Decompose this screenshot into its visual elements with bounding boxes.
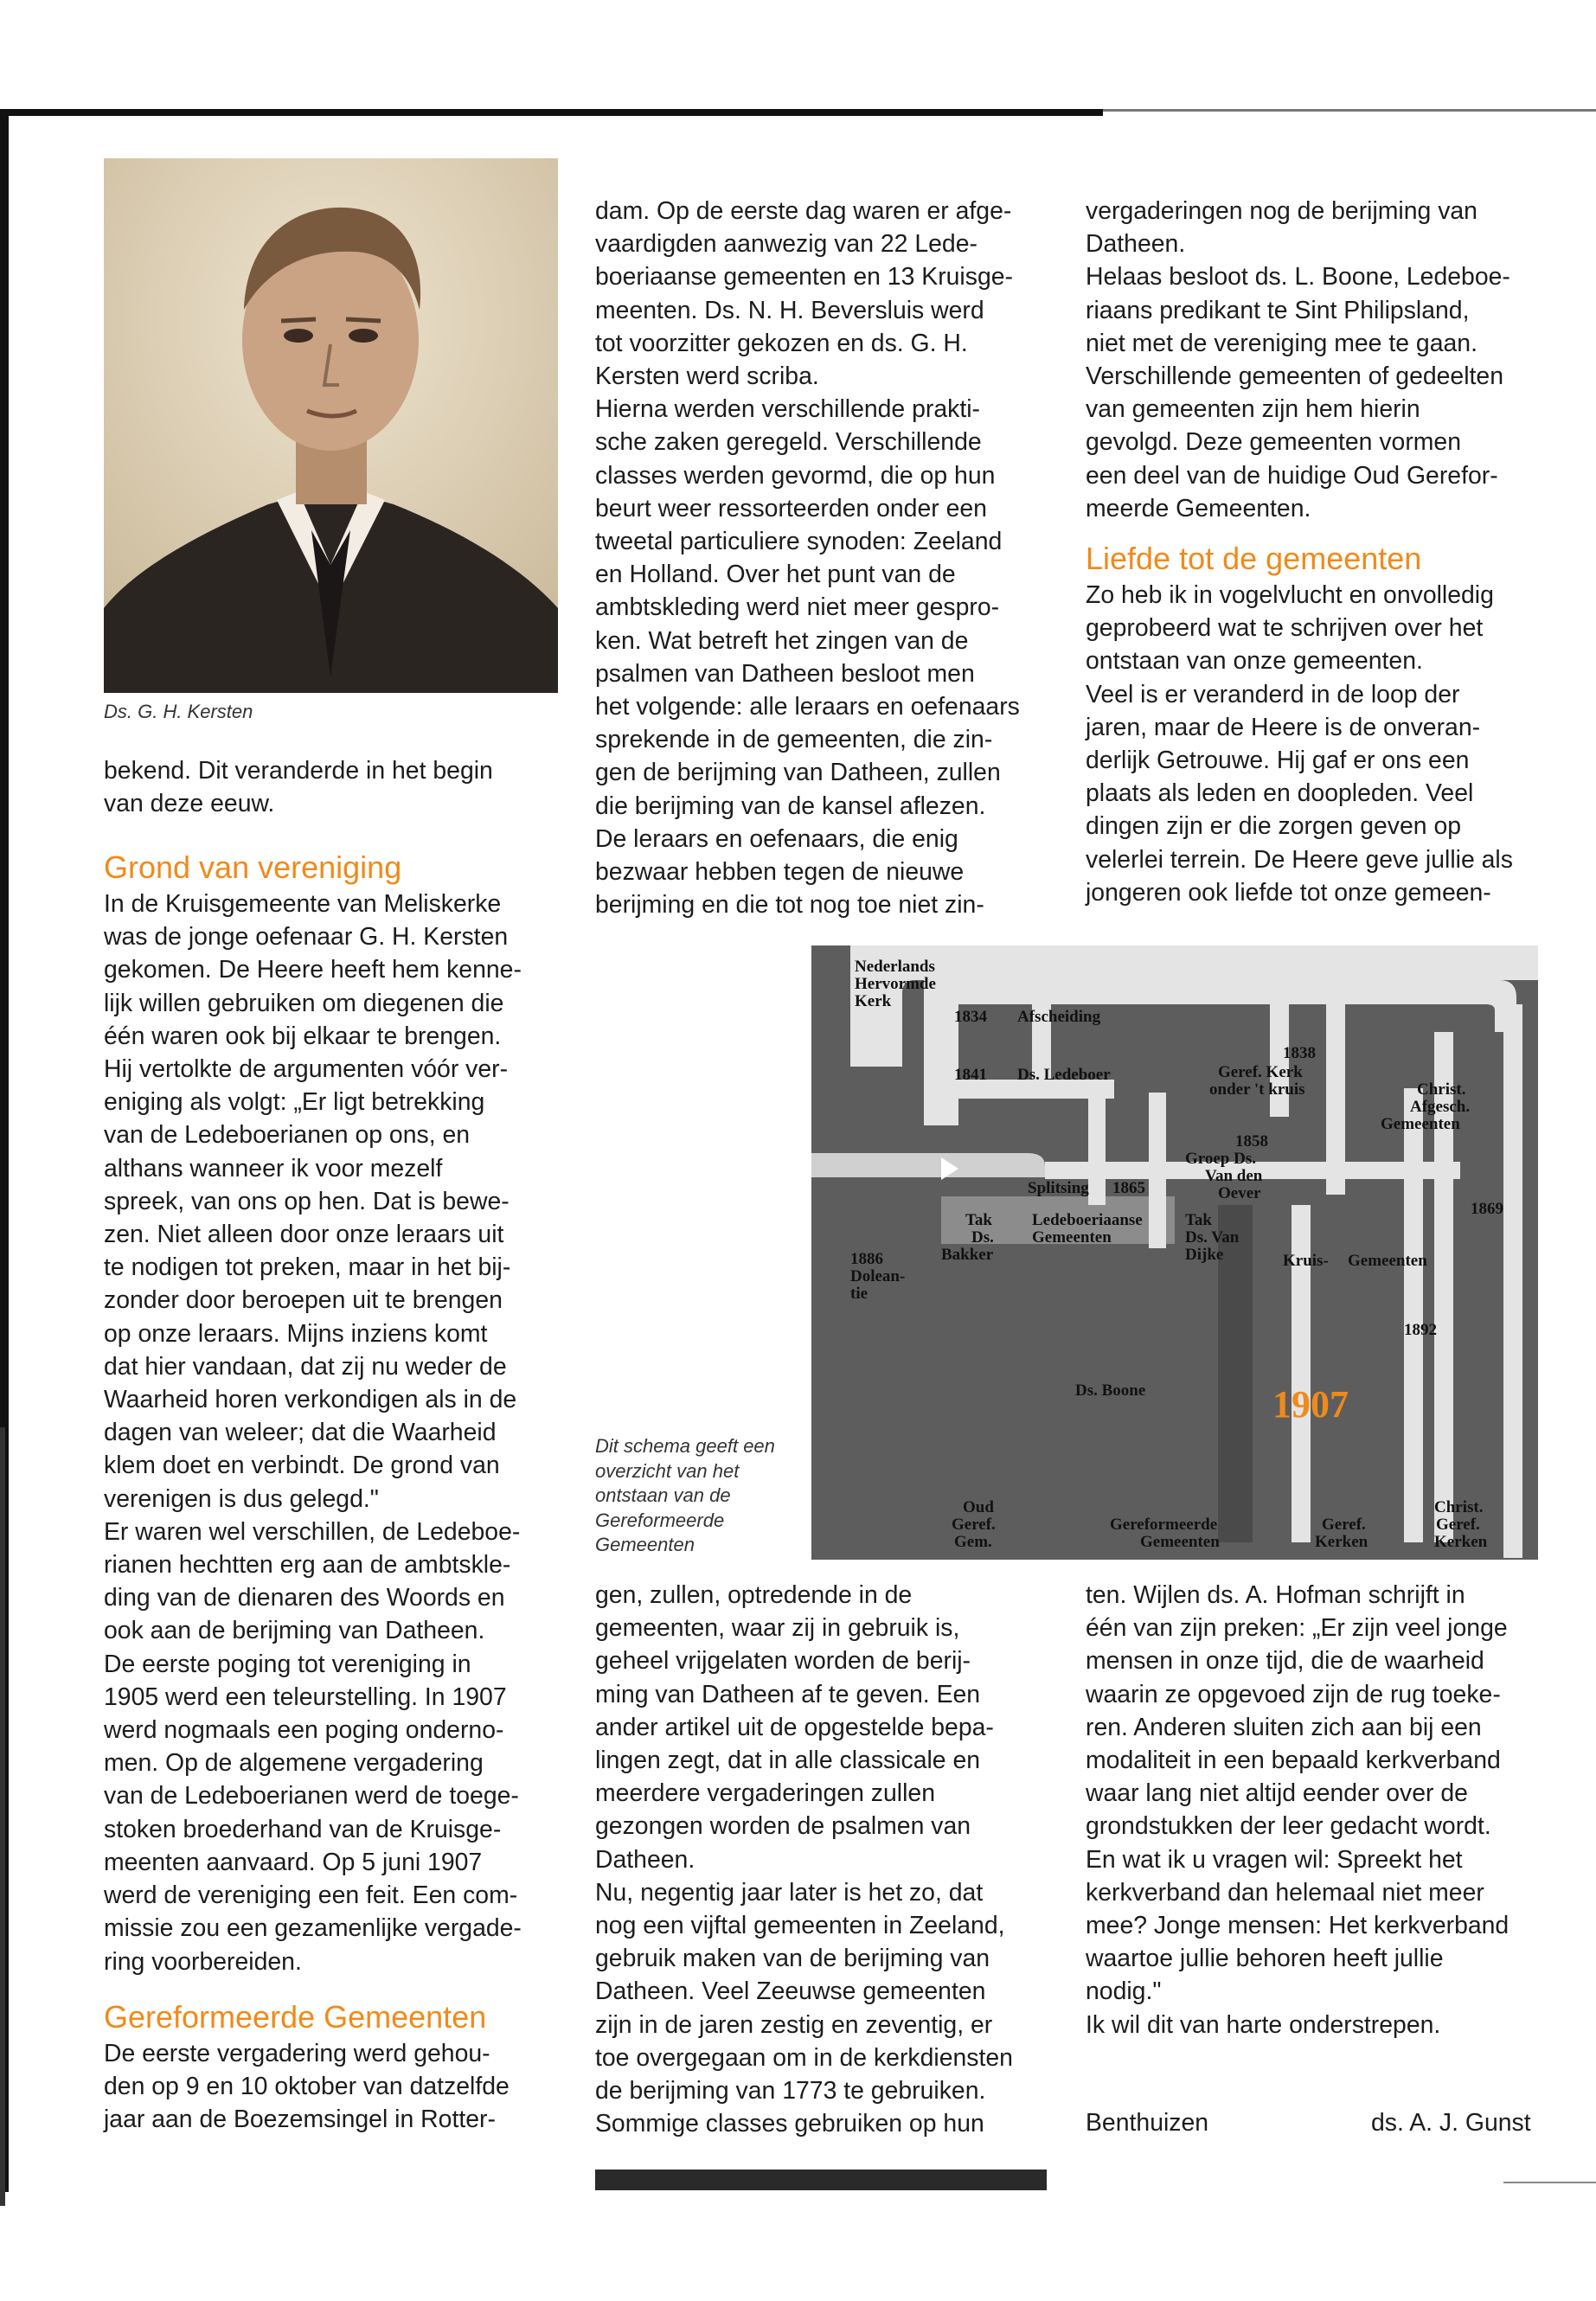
text-line: Zo heb ik in vogelvlucht en onvolledig [1086, 581, 1494, 610]
label-christ-afg-2: Afgesch. [1410, 1098, 1471, 1116]
text-line: was de jonge oefenaar G. H. Kersten [104, 923, 509, 952]
label-splitsing: Splitsing [1028, 1179, 1089, 1197]
text-line: nodig." [1086, 1977, 1162, 2006]
text-line: grondstukken der leer gedacht wordt. [1086, 1812, 1491, 1841]
text-line: dagen van weleer; dat die Waarheid [104, 1419, 497, 1447]
text-line: ook aan de berijming van Datheen. [104, 1617, 485, 1645]
text-line: gekomen. De Heere heeft hem kenne- [104, 956, 522, 984]
text-line: De eerste vergadering werd gehou- [104, 2039, 490, 2067]
text-line: tot voorzitter gekozen en ds. G. H. [595, 329, 968, 357]
text-line: geheel vrijgelaten worden de berij- [595, 1647, 971, 1676]
text-line: één waren ook bij elkaar te brengen. [104, 1022, 502, 1050]
column2-bottom [595, 1579, 1049, 2140]
text-line: dingen zijn er die zorgen geven op [1086, 812, 1462, 841]
text-line: werd de vereniging een feit. Een com- [104, 1881, 518, 1910]
text-line: van de Ledeboerianen werd de toege- [104, 1782, 519, 1811]
text-line: dam. Op de eerste dag waren er afge- [595, 197, 1012, 225]
text-line: Sommige classes gebruiken op hun [595, 2110, 984, 2138]
label-gkok-2: onder 't kruis [1209, 1080, 1305, 1099]
heading-liefde-tot-de-gemeenten: Liefde tot de gemeenten [1086, 541, 1422, 577]
label-boone: Ds. Boone [1075, 1381, 1146, 1400]
label-gkerken-2: Kerken [1315, 1533, 1368, 1551]
text-line: niet met de vereniging mee te gaan. [1086, 329, 1477, 357]
text-line: geprobeerd wat te schrijven over het [1086, 614, 1484, 643]
text-line: op onze leraars. Mijns inziens komt [104, 1319, 488, 1348]
text-line: te nodigen tot preken, maar in het bij- [104, 1253, 511, 1282]
label-christ-afg-3: Gemeenten [1381, 1115, 1460, 1133]
text-line: riaans predikant te Sint Philipsland, [1086, 296, 1470, 324]
text-line: van de Ledeboerianen op ons, en [104, 1121, 471, 1150]
text-line: plaats als leden en doopleden. Veel [1086, 779, 1474, 808]
label-cgk-2: Geref. [1436, 1516, 1480, 1534]
label-1841: 1841 [954, 1066, 987, 1084]
text-line: jongeren ook liefde tot onze gemeen- [1086, 878, 1491, 907]
column1-body [104, 848, 562, 2136]
diagram-caption [595, 1434, 803, 1558]
label-oud-3: Gem. [954, 1533, 992, 1551]
label-tak-dijke-2: Ds. Van [1185, 1228, 1240, 1247]
text-line: classes werden gevormd, die op hun [595, 461, 996, 490]
label-ledeb-gem-1: Ledeboeriaanse [1032, 1211, 1143, 1229]
text-line: berijming en die tot nog toe niet zin- [595, 891, 984, 920]
portrait-illustration [104, 158, 558, 693]
text-line: klem doet en verbindt. De grond van [104, 1452, 500, 1480]
text-line: gevolgd. Deze gemeenten vormen [1086, 428, 1462, 457]
label-ggem-1: Gereformeerde [1110, 1516, 1218, 1534]
text-line: De leraars en oefenaars, die enig [595, 824, 958, 853]
label-1869: 1869 [1471, 1200, 1503, 1218]
text-line: gen de berijming van Datheen, zullen [595, 759, 1001, 787]
label-ggem-2: Gemeenten [1140, 1533, 1220, 1551]
text-line: zen. Niet alleen door onze leraars uit [104, 1221, 504, 1249]
text-line: psalmen van Datheen besloot men [595, 659, 975, 688]
text-line: ren. Anderen sluiten zich aan bij een [1086, 1713, 1482, 1741]
top-rule-right [1103, 109, 1596, 112]
text-line: spreek, van ons op hen. Dat is bewe- [104, 1187, 510, 1215]
right-margin-mark [1503, 2182, 1596, 2183]
text-line: ding van de dienaren des Woords en [104, 1584, 505, 1612]
text-line: missie zou een gezamenlijke vergade- [104, 1914, 522, 1943]
label-cgk-1: Christ. [1434, 1498, 1484, 1516]
column3-bottom [1086, 1579, 1544, 2041]
text-line: lijk willen gebruiken om diegenen die [104, 989, 504, 1017]
text-line: kerkverband dan helemaal niet meer [1086, 1878, 1484, 1907]
text-line: één van zijn preken: „Er zijn veel jonge [1086, 1614, 1508, 1643]
text-line: rianen hechtten erg aan de ambtskle- [104, 1551, 511, 1580]
text-line: werd nogmaals een poging onderno- [104, 1716, 504, 1745]
label-kruis: Kruis- [1283, 1252, 1329, 1270]
label-ledeb-gem-2: Gemeenten [1032, 1228, 1112, 1247]
stream-dijke [1088, 1093, 1106, 1205]
text-line: zonder door beroepen uit te brengen [104, 1286, 503, 1315]
text-line: bezwaar hebben tegen de nieuwe [595, 858, 965, 887]
text-line: boeriaanse gemeenten en 13 Kruisge- [595, 263, 1013, 292]
label-tak-bakker-2: Ds. [971, 1228, 994, 1247]
text-line: sprekende in de gemeenten, die zin- [595, 726, 993, 754]
label-1858: 1858 [1235, 1132, 1268, 1150]
text-line: de berijming van 1773 te gebruiken. [595, 2077, 986, 2106]
text-line: mensen in onze tijd, die de waarheid [1086, 1647, 1484, 1676]
text-line: zijn in de jaren zestig en zeventig, er [595, 2010, 993, 2039]
heading-gereformeerde-gemeenten: Gereformeerde Gemeenten [104, 1998, 487, 2035]
diagram-background [811, 945, 1538, 1560]
label-nhk-3: Kerk [855, 992, 892, 1010]
left-edge-lower [0, 1427, 5, 2206]
label-cgk-3: Kerken [1434, 1533, 1488, 1551]
text-line: van deze eeuw. [104, 790, 275, 818]
text-line: ken. Wat betreft het zingen van de [595, 626, 969, 655]
text-line: Hierna werden verschillende prakti- [595, 395, 980, 424]
text-line: waarin ze opgevoed zijn de rug toeke- [1086, 1680, 1501, 1708]
column1-intro [104, 754, 562, 820]
label-gkok-1: Geref. Kerk [1218, 1063, 1303, 1081]
text-line: een deel van de huidige Oud Gerefor- [1086, 461, 1498, 490]
top-rule [0, 109, 1103, 116]
label-doleantie-3: tie [850, 1285, 869, 1303]
label-tak-bakker-3: Bakker [941, 1246, 994, 1264]
text-line: men. Op de algemene vergadering [104, 1749, 484, 1778]
text-line: van gemeenten zijn hem hierin [1086, 395, 1420, 424]
label-doleantie-1: 1886 [850, 1250, 883, 1268]
stream-ledeboer-left [924, 1004, 958, 1125]
label-groep-1: Groep Ds. [1185, 1150, 1256, 1168]
text-line: den op 9 en 10 oktober van datzelfde [104, 2072, 510, 2100]
signature-place: Benthuizen [1086, 2109, 1209, 2137]
text-line: Waarheid horen verkondigen als in de [104, 1386, 517, 1414]
column2-top [595, 195, 1049, 921]
text-line: modaliteit in een bepaald kerkverband [1086, 1747, 1501, 1775]
text-line: vergaderingen nog de berijming van [1086, 197, 1477, 225]
text-line: Hij vertolkte de argumenten vóór ver- [104, 1055, 509, 1084]
text-line: Datheen. [595, 1845, 695, 1874]
label-doleantie-2: Dolean- [850, 1267, 906, 1285]
portrait-photo [104, 158, 558, 693]
photo-caption: Ds. G. H. Kersten [104, 701, 253, 722]
diagram-svg [811, 945, 1538, 1560]
text-line: ontstaan van onze gemeenten. [1086, 647, 1423, 676]
text-line: Ik wil dit van harte onderstrepen. [1086, 2010, 1441, 2039]
text-line: Datheen. [1086, 230, 1186, 259]
label-1865: 1865 [1112, 1179, 1145, 1197]
text-line: ten. Wijlen ds. A. Hofman schrijft in [1086, 1581, 1465, 1609]
column3-top [1086, 195, 1544, 909]
text-line: jaar aan de Boezemsingel in Rotter- [104, 2106, 496, 2134]
text-line: Helaas besloot ds. L. Boone, Ledeboe- [1086, 263, 1510, 292]
label-tak-bakker-1: Tak [965, 1211, 992, 1229]
text-line: meerde Gemeenten. [1086, 494, 1311, 522]
text-line: gemeenten, waar zij in gebruik is, [595, 1614, 960, 1643]
caption-line: Gemeenten [595, 1534, 695, 1555]
label-nhk-2: Hervormde [855, 975, 936, 993]
text-line: 1905 werd een teleurstelling. In 1907 [104, 1682, 507, 1711]
text-line: meenten aanvaard. Op 5 juni 1907 [104, 1848, 483, 1876]
text-line: Veel is er veranderd in de loop der [1086, 680, 1460, 708]
label-groep-3: Oever [1218, 1184, 1261, 1202]
label-gkerken-1: Geref. [1322, 1516, 1366, 1534]
text-line: gezongen worden de psalmen van [595, 1812, 971, 1841]
text-line: vaardigden aanwezig van 22 Lede- [595, 230, 977, 259]
text-line: beurt weer ressorteerden onder een [595, 494, 987, 522]
text-line: toe overgegaan om in de kerkdiensten [595, 2043, 1013, 2072]
text-line: ander artikel uit de opgestelde bepa- [595, 1713, 994, 1741]
text-line: Er waren wel verschillen, de Ledeboe- [104, 1517, 521, 1546]
label-tak-dijke-1: Tak [1185, 1211, 1212, 1229]
label-oud-2: Geref. [952, 1516, 996, 1534]
text-line: ring voorbereiden. [104, 1947, 302, 1976]
text-line: dat hier vandaan, dat zij nu weder de [104, 1352, 507, 1381]
label-1838: 1838 [1283, 1044, 1316, 1062]
band-doleantie [811, 1153, 1045, 1177]
text-line: lingen zegt, dat in alle classicale en [595, 1747, 981, 1775]
label-nhk-1: Nederlands [855, 958, 935, 976]
bottom-rule [595, 2170, 1047, 2190]
text-line: althans wanneer ik voor mezelf [104, 1154, 443, 1183]
label-ledeboer: Ds. Ledeboer [1017, 1066, 1111, 1084]
label-tak-dijke-3: Dijke [1185, 1246, 1224, 1264]
text-line: die berijming van de kansel aflezen. [595, 792, 986, 820]
text-line: Nu, negentig jaar later is het zo, dat [595, 1878, 984, 1907]
label-gemeenten: Gemeenten [1348, 1252, 1427, 1270]
text-line: nog een vijftal gemeenten in Zeeland, [595, 1912, 1005, 1940]
text-line: tweetal particuliere synoden: Zeeland [595, 528, 1003, 556]
label-christ-afg-1: Christ. [1417, 1080, 1466, 1099]
text-line: jaren, maar de Heere is de onveran- [1086, 713, 1481, 741]
text-line: het volgende: alle leraars en oefenaars [595, 693, 1020, 721]
text-line: bekend. Dit veranderde in het begin [104, 757, 493, 785]
church-history-diagram [811, 945, 1538, 1560]
label-1834: 1834 [954, 1008, 987, 1026]
label-oud-1: Oud [963, 1498, 994, 1516]
text-line: velerlei terrein. De Heere geve jullie als [1086, 845, 1513, 874]
signature-author: ds. A. J. Gunst [1371, 2109, 1531, 2137]
text-line: Kersten werd scriba. [595, 362, 819, 391]
text-line: meerdere vergaderingen zullen [595, 1779, 935, 1808]
text-line: Verschillende gemeenten of gedeelten [1086, 362, 1504, 391]
text-line: mee? Jonge mensen: Het kerkverband [1086, 1912, 1509, 1940]
caption-line: ontstaan van de [595, 1484, 731, 1506]
text-line: ambtskleding werd niet meer gespro- [595, 593, 1000, 622]
caption-line: Dit schema geeft een [595, 1435, 775, 1457]
text-line: In de Kruisgemeente van Meliskerke [104, 890, 502, 918]
label-1892: 1892 [1404, 1321, 1437, 1339]
text-line: gebruik maken van de berijming van [595, 1945, 990, 1973]
heading-grond-van-vereniging: Grond van vereniging [104, 849, 402, 885]
text-line: De eerste poging tot vereniging in [104, 1650, 471, 1678]
text-line: meenten. Ds. N. H. Beversluis werd [595, 296, 984, 324]
text-line: verenigen is dus gelegd." [104, 1484, 379, 1513]
label-afscheiding: Afscheiding [1017, 1008, 1101, 1026]
text-line: sche zaken geregeld. Verschillende [595, 428, 982, 457]
label-groep-2: Van den [1205, 1167, 1263, 1185]
caption-line: Gereformeerde [595, 1509, 725, 1531]
text-line: derlijk Getrouwe. Hij gaf er ons een [1086, 747, 1470, 775]
text-line: en Holland. Over het punt van de [595, 561, 956, 589]
text-line: waar lang niet altijd eender over de [1086, 1779, 1468, 1808]
text-line: gen, zullen, optredende in de [595, 1581, 913, 1609]
text-line: ming van Datheen af te geven. Een [595, 1680, 981, 1708]
stream-right [1503, 1004, 1522, 1558]
caption-line: overzicht van het [595, 1459, 740, 1482]
text-line: Datheen. Veel Zeeuwse gemeenten [595, 1977, 986, 2006]
text-line: stoken broederhand van de Kruisge- [104, 1815, 502, 1843]
text-line: waartoe jullie behoren heeft jullie [1086, 1945, 1444, 1973]
text-line: En wat ik u vragen wil: Spreekt het [1086, 1845, 1463, 1874]
label-1907: 1907 [1272, 1383, 1349, 1426]
text-line: eniging als volgt: „Er ligt betrekking [104, 1088, 485, 1117]
stream-geref-kerken [1404, 1088, 1423, 1542]
